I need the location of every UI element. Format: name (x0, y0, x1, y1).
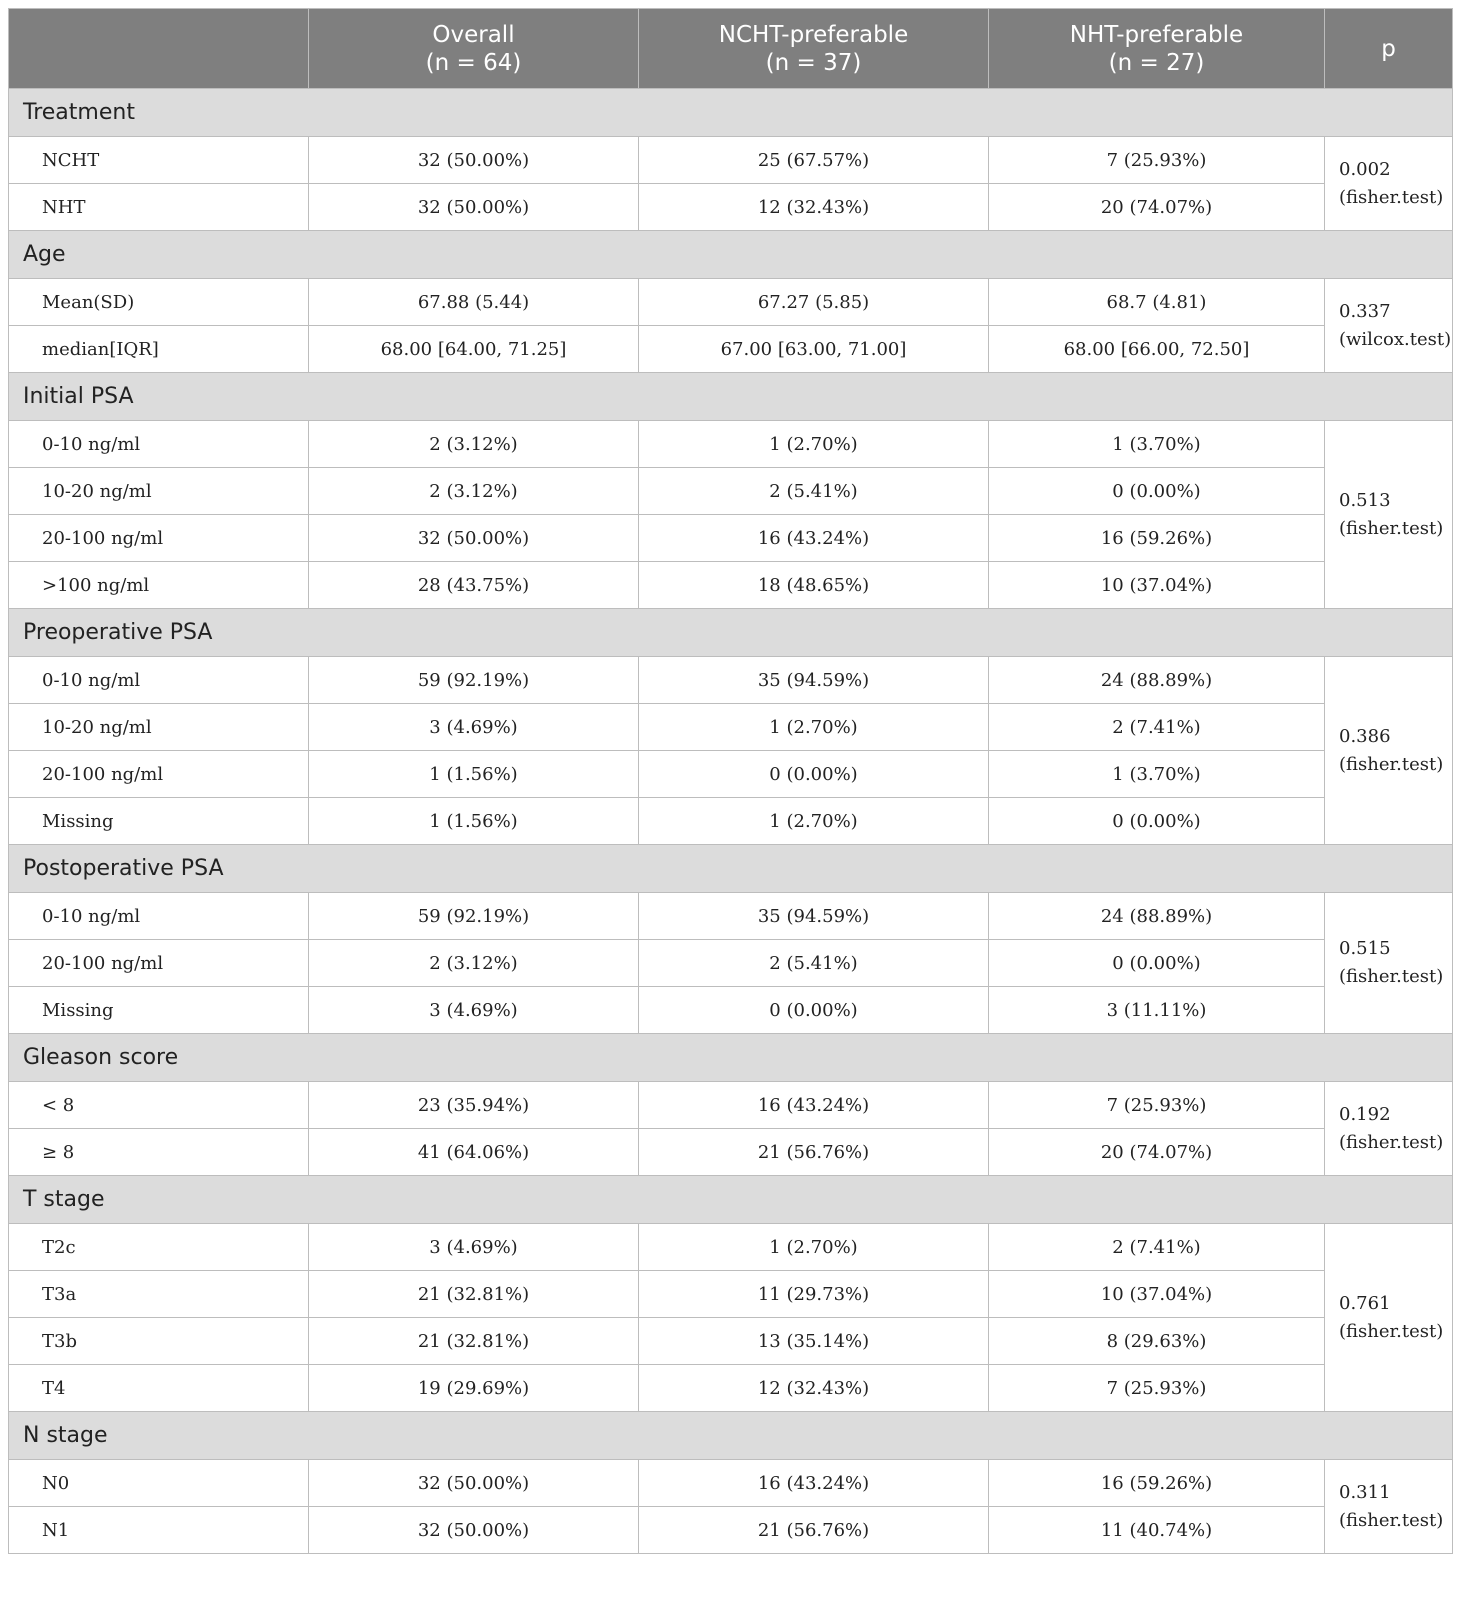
table-row (9, 1507, 1453, 1554)
cell-ncht: 16 (43.24%) (639, 515, 989, 562)
p-value-cell (1325, 893, 1453, 1034)
cell-ncht: 16 (43.24%) (639, 1460, 989, 1507)
cell-nht: 20 (74.07%) (989, 184, 1325, 231)
section-title: Postoperative PSA (9, 845, 1453, 893)
row-label: N0 (9, 1460, 309, 1507)
table-row (9, 515, 1453, 562)
cell-overall: 3 (4.69%) (309, 704, 639, 751)
row-label: < 8 (9, 1082, 309, 1129)
cell-ncht: 25 (67.57%) (639, 137, 989, 184)
cell-nht: 68.00 [66.00, 72.50] (989, 326, 1325, 373)
cell-overall: 23 (35.94%) (309, 1082, 639, 1129)
cell-nht: 16 (59.26%) (989, 1460, 1325, 1507)
p-value: 0.513 (1339, 489, 1391, 511)
row-label: >100 ng/ml (9, 562, 309, 609)
cell-ncht: 12 (32.43%) (639, 1365, 989, 1412)
cell-nht: 68.7 (4.81) (989, 279, 1325, 326)
cell-nht: 16 (59.26%) (989, 515, 1325, 562)
section-header-row (9, 1412, 1453, 1460)
table-row (9, 1129, 1453, 1176)
section-title: Treatment (9, 89, 1453, 137)
table-row (9, 1365, 1453, 1412)
cell-overall: 1 (1.56%) (309, 751, 639, 798)
section-header-row (9, 89, 1453, 137)
cell-nht: 7 (25.93%) (989, 137, 1325, 184)
test-name: (fisher.test) (1339, 517, 1444, 539)
table-row (9, 421, 1453, 468)
cell-overall: 67.88 (5.44) (309, 279, 639, 326)
table-row (9, 704, 1453, 751)
test-name: (fisher.test) (1339, 1131, 1444, 1153)
cell-overall: 2 (3.12%) (309, 940, 639, 987)
cell-ncht: 21 (56.76%) (639, 1507, 989, 1554)
table-row (9, 657, 1453, 704)
table-row (9, 893, 1453, 940)
row-label: T2c (9, 1224, 309, 1271)
table-row (9, 279, 1453, 326)
table-row (9, 562, 1453, 609)
p-value: 0.192 (1339, 1103, 1391, 1125)
characteristics-table (8, 8, 1453, 1554)
table-row (9, 137, 1453, 184)
section-header-row (9, 1034, 1453, 1082)
cell-nht: 1 (3.70%) (989, 751, 1325, 798)
row-label: 0-10 ng/ml (9, 657, 309, 704)
header-ncht (639, 9, 989, 89)
p-value: 0.515 (1339, 938, 1391, 959)
p-value-cell (1325, 279, 1453, 373)
header-nht-n: (n = 27) (1108, 49, 1205, 76)
table-row (9, 798, 1453, 845)
cell-ncht: 35 (94.59%) (639, 657, 989, 704)
cell-overall: 3 (4.69%) (309, 1224, 639, 1271)
table-row (9, 940, 1453, 987)
cell-overall: 3 (4.69%) (309, 987, 639, 1034)
section-header-row (9, 231, 1453, 279)
cell-overall: 1 (1.56%) (309, 798, 639, 845)
table-row (9, 184, 1453, 231)
row-label: T3b (9, 1318, 309, 1365)
cell-overall: 2 (3.12%) (309, 421, 639, 468)
cell-overall: 59 (92.19%) (309, 893, 639, 940)
cell-ncht: 67.27 (5.85) (639, 279, 989, 326)
header-overall-n: (n = 64) (425, 49, 522, 76)
cell-ncht: 0 (0.00%) (639, 751, 989, 798)
cell-nht: 24 (88.89%) (989, 893, 1325, 940)
test-name: (wilcox.test) (1339, 328, 1452, 350)
header-ncht-title: NCHT-preferable (718, 21, 909, 48)
test-name: (fisher.test) (1339, 753, 1444, 775)
table-row (9, 1271, 1453, 1318)
cell-ncht: 1 (2.70%) (639, 798, 989, 845)
p-value-cell (1325, 1460, 1453, 1554)
test-name: (fisher.test) (1339, 966, 1444, 987)
p-value-cell (1325, 1082, 1453, 1176)
cell-nht: 1 (3.70%) (989, 421, 1325, 468)
row-label: 20-100 ng/ml (9, 940, 309, 987)
cell-ncht: 1 (2.70%) (639, 704, 989, 751)
cell-nht: 2 (7.41%) (989, 1224, 1325, 1271)
section-header-row (9, 373, 1453, 421)
cell-overall: 32 (50.00%) (309, 1460, 639, 1507)
cell-overall: 28 (43.75%) (309, 562, 639, 609)
table-row (9, 1460, 1453, 1507)
section-header-row (9, 1176, 1453, 1224)
header-label-column (9, 9, 309, 89)
header-overall-title: Overall (432, 21, 515, 48)
section-header-row (9, 845, 1453, 893)
cell-ncht: 13 (35.14%) (639, 1318, 989, 1365)
cell-nht: 24 (88.89%) (989, 657, 1325, 704)
row-label: NHT (9, 184, 309, 231)
header-ncht-n: (n = 37) (765, 49, 862, 76)
header-p: p (1325, 9, 1453, 89)
row-label: 10-20 ng/ml (9, 704, 309, 751)
cell-overall: 32 (50.00%) (309, 137, 639, 184)
table-row (9, 1318, 1453, 1365)
cell-nht: 8 (29.63%) (989, 1318, 1325, 1365)
cell-nht: 20 (74.07%) (989, 1129, 1325, 1176)
cell-nht: 10 (37.04%) (989, 562, 1325, 609)
p-value-cell (1325, 137, 1453, 231)
table-row (9, 326, 1453, 373)
table-row (9, 987, 1453, 1034)
table-row (9, 1082, 1453, 1129)
row-label: 0-10 ng/ml (9, 421, 309, 468)
cell-ncht: 18 (48.65%) (639, 562, 989, 609)
p-value: 0.002 (1339, 158, 1391, 180)
row-label: Missing (9, 987, 309, 1034)
row-label: Mean(SD) (9, 279, 309, 326)
cell-nht: 11 (40.74%) (989, 1507, 1325, 1554)
cell-overall: 21 (32.81%) (309, 1318, 639, 1365)
p-value-cell (1325, 421, 1453, 609)
cell-nht: 0 (0.00%) (989, 468, 1325, 515)
cell-nht: 0 (0.00%) (989, 798, 1325, 845)
table-body (9, 89, 1453, 1554)
section-title: Gleason score (9, 1034, 1453, 1082)
p-value-cell (1325, 1224, 1453, 1412)
p-value-cell (1325, 657, 1453, 845)
p-value: 0.311 (1339, 1481, 1391, 1503)
row-label: 10-20 ng/ml (9, 468, 309, 515)
cell-overall: 32 (50.00%) (309, 515, 639, 562)
cell-ncht: 2 (5.41%) (639, 468, 989, 515)
cell-overall: 21 (32.81%) (309, 1271, 639, 1318)
section-header-row (9, 609, 1453, 657)
row-label: median[IQR] (9, 326, 309, 373)
cell-ncht: 21 (56.76%) (639, 1129, 989, 1176)
p-value: 0.337 (1339, 300, 1391, 322)
p-value: 0.386 (1339, 725, 1391, 747)
cell-ncht: 1 (2.70%) (639, 1224, 989, 1271)
table-row (9, 1224, 1453, 1271)
test-name: (fisher.test) (1339, 186, 1444, 208)
cell-nht: 7 (25.93%) (989, 1082, 1325, 1129)
cell-nht: 3 (11.11%) (989, 987, 1325, 1034)
section-title: Initial PSA (9, 373, 1453, 421)
table-row (9, 751, 1453, 798)
cell-overall: 2 (3.12%) (309, 468, 639, 515)
row-label: T4 (9, 1365, 309, 1412)
cell-overall: 19 (29.69%) (309, 1365, 639, 1412)
cell-ncht: 2 (5.41%) (639, 940, 989, 987)
row-label: Missing (9, 798, 309, 845)
cell-ncht: 1 (2.70%) (639, 421, 989, 468)
cell-nht: 10 (37.04%) (989, 1271, 1325, 1318)
cell-overall: 68.00 [64.00, 71.25] (309, 326, 639, 373)
cell-ncht: 67.00 [63.00, 71.00] (639, 326, 989, 373)
test-name: (fisher.test) (1339, 1509, 1444, 1531)
cell-nht: 0 (0.00%) (989, 940, 1325, 987)
row-label: 0-10 ng/ml (9, 893, 309, 940)
row-label: NCHT (9, 137, 309, 184)
cell-ncht: 11 (29.73%) (639, 1271, 989, 1318)
section-title: N stage (9, 1412, 1453, 1460)
section-title: Preoperative PSA (9, 609, 1453, 657)
cell-overall: 41 (64.06%) (309, 1129, 639, 1176)
p-value: 0.761 (1339, 1292, 1391, 1314)
cell-nht: 7 (25.93%) (989, 1365, 1325, 1412)
cell-ncht: 0 (0.00%) (639, 987, 989, 1034)
table-row (9, 468, 1453, 515)
header-nht-title: NHT-preferable (1069, 21, 1244, 48)
section-title: T stage (9, 1176, 1453, 1224)
row-label: T3a (9, 1271, 309, 1318)
header-overall (309, 9, 639, 89)
row-label: 20-100 ng/ml (9, 515, 309, 562)
cell-ncht: 12 (32.43%) (639, 184, 989, 231)
cell-ncht: 16 (43.24%) (639, 1082, 989, 1129)
test-name: (fisher.test) (1339, 1320, 1444, 1342)
cell-overall: 32 (50.00%) (309, 1507, 639, 1554)
cell-nht: 2 (7.41%) (989, 704, 1325, 751)
cell-overall: 32 (50.00%) (309, 184, 639, 231)
header-nht (989, 9, 1325, 89)
row-label: 20-100 ng/ml (9, 751, 309, 798)
header-row (9, 9, 1453, 89)
cell-ncht: 35 (94.59%) (639, 893, 989, 940)
section-title: Age (9, 231, 1453, 279)
cell-overall: 59 (92.19%) (309, 657, 639, 704)
row-label: ≥ 8 (9, 1129, 309, 1176)
row-label: N1 (9, 1507, 309, 1554)
